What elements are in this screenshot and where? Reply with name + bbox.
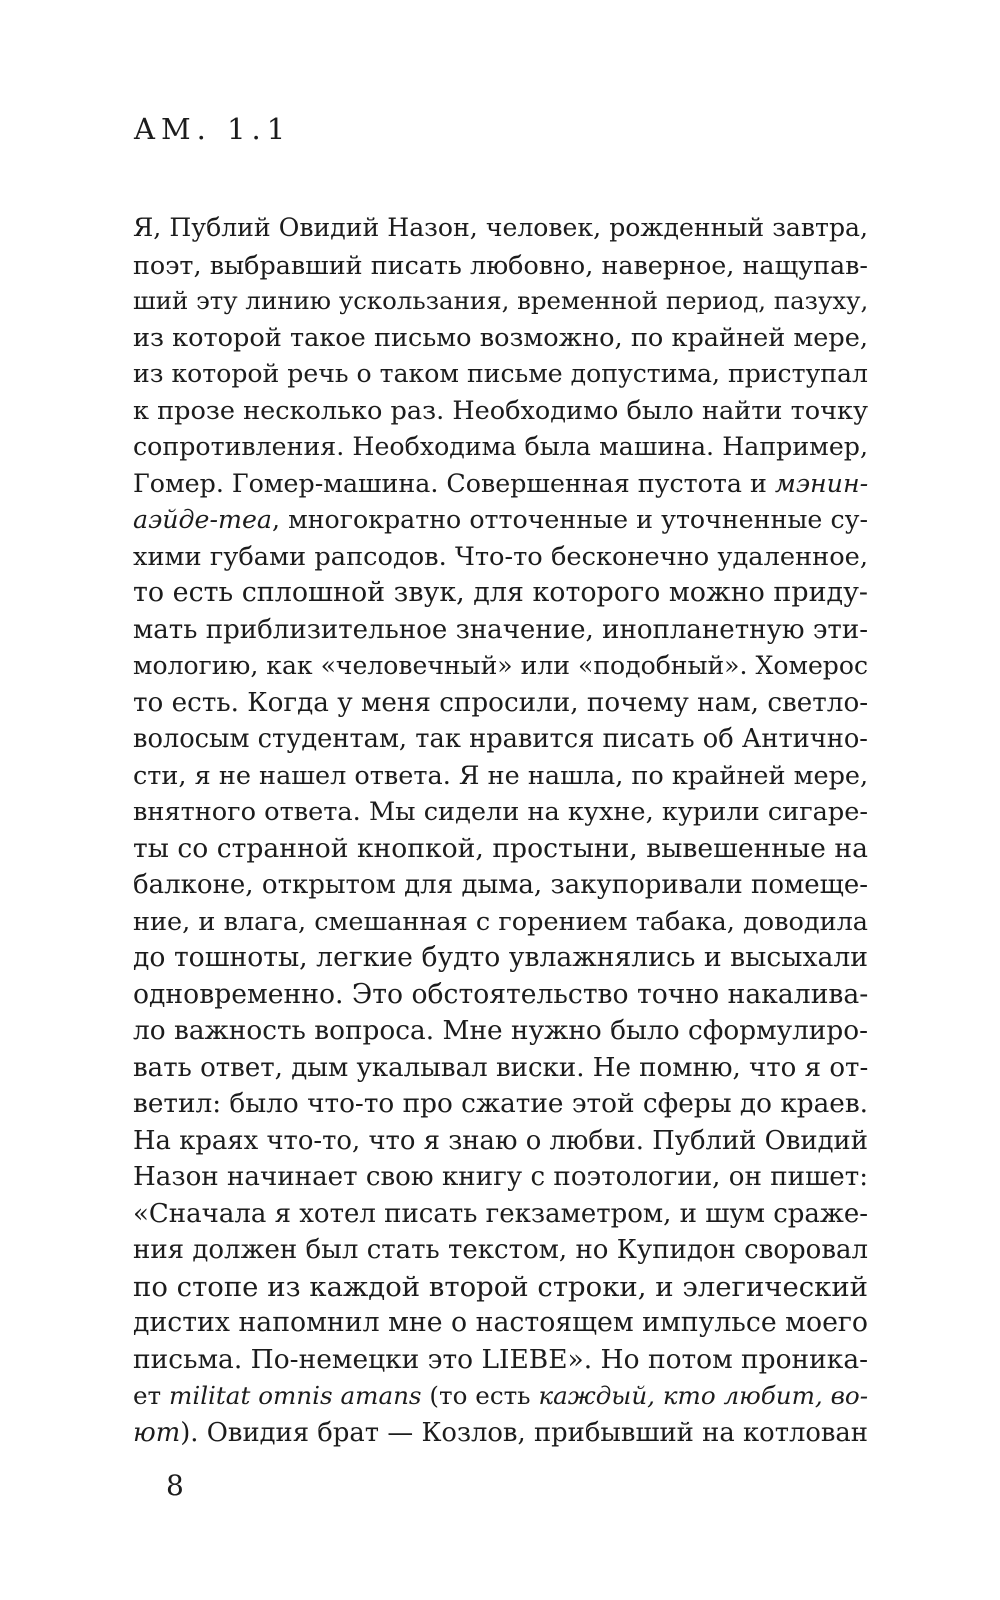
text-span: по стопе из каждой второй строки, и элегический <box>133 1270 868 1303</box>
text-span: Гомер. Гомер-машина. Совершенная пустота и <box>133 468 775 498</box>
text-span: к прозе несколько раз. Необходимо было найти точку <box>133 395 868 426</box>
text-span: из которой речь о таком письме допустима, приступал <box>133 359 868 388</box>
text-line <box>133 1123 868 1160</box>
text-span: ветил: было что-то про сжатие этой сферы до краев. <box>133 1089 869 1119</box>
text-span: сопротивления. Необходима была машина. Например, <box>133 432 868 461</box>
text-span: ты со странной кнопкой, простыни, вывешенные на <box>133 832 868 864</box>
text-line <box>133 320 868 357</box>
text-span: ние, и влага, смешанная с горением табака, доводила <box>133 906 868 937</box>
text-line <box>133 539 868 576</box>
text-span: то есть. Когда у меня спросили, почему нам, светло- <box>133 687 869 718</box>
text-line <box>133 247 868 284</box>
text-line <box>133 466 868 503</box>
section-heading: AM. 1.1 <box>134 112 292 146</box>
text-span: из которой такое письмо возможно, по крайней мере, <box>133 322 868 353</box>
text-line <box>133 429 868 466</box>
text-line <box>133 1013 868 1050</box>
italic-text: мэнин- <box>774 468 869 498</box>
text-span: ет <box>133 1381 170 1410</box>
text-span: балконе, открытом для дыма, закупоривали помеще- <box>133 870 868 900</box>
text-line <box>133 1378 868 1415</box>
text-span: Назон начинает свою книгу с поэтологии, он пишет: <box>133 1162 868 1192</box>
text-span: внятного ответа. Мы сидели на кухне, курили сигаре- <box>133 797 868 827</box>
text-line <box>133 1342 868 1379</box>
text-line <box>133 904 868 941</box>
text-span: поэт, выбравший писать любовно, наверное, нащупав- <box>133 249 868 280</box>
text-line <box>133 1232 868 1269</box>
text-line <box>133 1196 868 1233</box>
text-span: (то есть <box>421 1381 539 1410</box>
italic-text: militat omnis amans <box>169 1381 422 1410</box>
text-span: вать ответ, дым укалывал виски. Не помню, что я от- <box>133 1052 869 1083</box>
text-line <box>133 1050 868 1087</box>
text-span: волосым студентам, так нравится писать об Антично- <box>133 724 868 754</box>
text-span: мать приблизительное значение, инопланетную эти- <box>133 614 868 645</box>
text-line <box>133 1305 868 1342</box>
text-span: , многократно отточенные и уточненные су- <box>271 505 868 534</box>
italic-text: ют <box>133 1417 181 1448</box>
italic-text: аэйде-теа <box>133 505 272 534</box>
text-line <box>133 831 868 868</box>
text-span: одновременно. Это обстоятельство точно накалива- <box>133 978 869 1010</box>
text-span: до тошноты, легкие будто увлажнялись и высыхали <box>133 942 868 973</box>
page-number: 8 <box>166 1469 184 1502</box>
text-line <box>133 612 868 649</box>
text-span: Я, Публий Овидий Назон, человек, рожденный завтра, <box>133 213 868 242</box>
text-span: то есть сплошной звук, для которого можно приду- <box>133 577 868 608</box>
text-line <box>133 721 868 758</box>
text-span: хими губами рапсодов. Что-то бесконечно удаленное, <box>133 541 868 572</box>
text-span: ния должен был стать текстом, но Купидон своровал <box>133 1235 868 1265</box>
text-line <box>133 502 868 539</box>
text-line <box>133 685 868 722</box>
text-span: сти, я не нашел ответа. Я не нашла, по крайней мере, <box>133 760 869 791</box>
text-span: ). Овидия брат — Козлов, прибывший на котлован <box>180 1417 868 1448</box>
text-line <box>133 940 868 977</box>
text-line <box>133 1159 868 1196</box>
italic-text: каждый, кто любит, во- <box>538 1381 869 1410</box>
text-span: «Сначала я хотел писать гекзаметром, и шум сраже- <box>133 1198 868 1229</box>
text-line <box>133 758 868 795</box>
text-span: ло важность вопроса. Мне нужно было сформулиро- <box>133 1016 868 1046</box>
text-span: ший эту линию ускользания, временной период, пазуху, <box>133 286 869 315</box>
body-text <box>133 210 868 1451</box>
text-line <box>133 575 868 612</box>
text-line <box>133 794 868 831</box>
text-line <box>133 1086 868 1123</box>
text-span: мологию, как «человечный» или «подобный». Хомерос <box>133 651 868 680</box>
text-span: На краях что-то, что я знаю о любви. Публий Овидий <box>133 1125 868 1156</box>
text-line <box>133 283 868 320</box>
text-line <box>133 210 868 247</box>
text-line <box>133 867 868 904</box>
text-line <box>133 1269 868 1306</box>
text-line <box>133 393 868 430</box>
text-line <box>133 648 868 685</box>
text-line <box>133 977 868 1014</box>
text-line <box>133 1415 868 1452</box>
text-span: дистих напомнил мне о настоящем импульсе моего <box>133 1307 868 1338</box>
text-line <box>133 356 868 393</box>
text-span: письма. По-немецки это LIEBE». Но потом проника- <box>133 1343 869 1375</box>
